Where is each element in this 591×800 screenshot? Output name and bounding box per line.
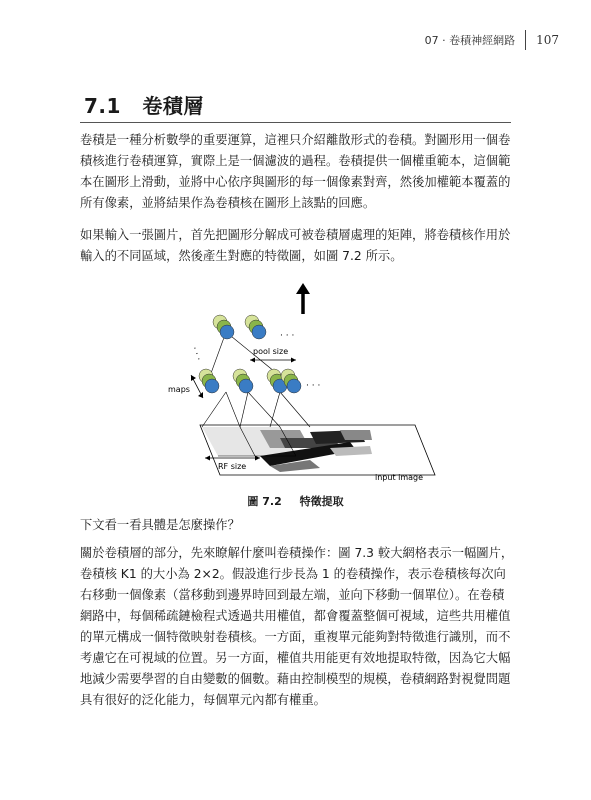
paragraph-convolution-intro: 卷積是一種分析數學的重要運算，這裡只介紹離散形式的卷積。對圖形用一個卷積核進行卷積運算，實際上是一個濾波的過程。卷積提供一個權重範本，這個範本在圖形上滑動，並將中心依序與圖形的每一個像素對齊，然後加權範本覆蓋的所有像素，並將結果作為卷積核在圖形上該點的回應。 [80, 133, 511, 210]
paragraph-convolution-operation: 關於卷積層的部分，先來瞭解什麼叫卷積操作：圖 7.3 較大網格表示一幅圖片，卷積核 K1 的大小為 2×2。假設進行步長為 1 的卷積操作，表示卷積核每次向右移動一個像素（當移動到邊界時回到最左端，並向下移動一個單位）。在卷積網路中，每個稀疏鏈檢程式透過共用權值，都會覆蓋整個可視域，這些共用權值的單元構成一個特徵映射卷積核。一方面，重複單元能夠對特徵進行識別，而不考慮它在可視域的位置。另一方面，權值共用能更有效地提取特徵，因為它大幅地減少需要學習的自由變數的個數。藉由控制模型的規模，卷積網路對視覺問題具有很好的泛化能力，每個單元內都有權重。 [80, 546, 514, 707]
neuron-node [220, 325, 234, 339]
input-image-label: input image [375, 473, 424, 482]
figure-number: 圖 7.2 [247, 495, 282, 508]
neuron-node [252, 325, 266, 339]
page-number: 107 [536, 33, 559, 47]
rf-size-label: RF size [218, 462, 247, 471]
neuron-node [205, 379, 219, 393]
section-heading [84, 90, 204, 119]
output-up-arrow [296, 283, 310, 314]
mid-continuation-dots: · · · [306, 381, 321, 391]
maps-label: maps [168, 385, 190, 394]
chapter-title: 07 · 卷積神經網路 [424, 34, 516, 47]
vertical-continuation-dots: · · · [188, 345, 203, 363]
figure-caption [0, 493, 591, 509]
paragraph-lead-in: 下文看一看具體是怎麼操作？ [80, 518, 240, 532]
section-underline [80, 122, 511, 123]
section-title: 卷積層 [142, 94, 204, 118]
header-divider [525, 30, 526, 50]
section-number: 7.1 [84, 94, 121, 118]
pool-size-arrow [250, 358, 296, 363]
feature-extraction-diagram [160, 280, 450, 490]
pool-size-label: pool size [253, 347, 289, 356]
paragraph-feature-map: 如果輸入一張圖片，首先把圖形分解成可被卷積層處理的矩陣，將卷積核作用於輸入的不同區域，然後產生對應的特徵圖，如圖 7.2 所示。 [80, 228, 511, 263]
neuron-stack-middle [199, 369, 301, 393]
top-continuation-dots: · · · [280, 331, 295, 341]
neuron-stack-top [213, 315, 266, 339]
neuron-node [239, 379, 253, 393]
running-header [425, 30, 559, 50]
neuron-node [287, 379, 301, 393]
figure-title: 特徵提取 [299, 495, 344, 508]
